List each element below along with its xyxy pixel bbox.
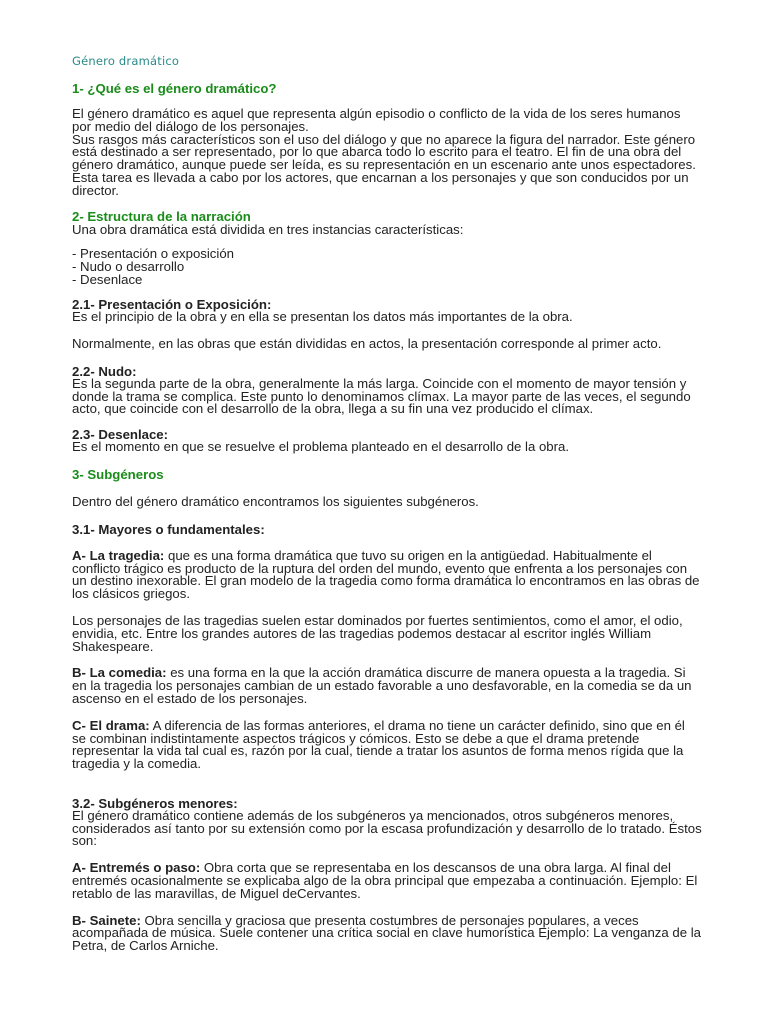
section-2-3-heading: 2.3- Desenlace: [72, 427, 169, 443]
entremes-text: Obra corta que se representaba en los descansos de una obra larga. Al final del entremés ocasionalmente se explicaba algo de la obra principal que empezaba a continuación. Ejemplo: El retablo de las maravillas, de Miguel deCervantes. [72, 860, 698, 901]
list-item: - Nudo o desarrollo [72, 258, 185, 274]
structure-list [72, 248, 702, 286]
list-item: - Presentación o exposición [72, 246, 235, 262]
document-title: Género dramático [72, 54, 180, 68]
sainete-text: Obra sencilla y graciosa que presenta costumbres de personajes populares, a veces acompañada de música. Suele contener una crítica social en clave humorística Ejemplo: La venganza de la Petra, de Carlos Arniche. [72, 912, 701, 954]
section-3-heading: 3- Subgéneros [72, 466, 164, 482]
tragedia-paragraph [72, 547, 702, 602]
section-2-1-heading: 2.1- Presentación o Exposición: [72, 297, 272, 313]
comedia-paragraph [72, 667, 702, 705]
entremes-label: A- Entremés o paso: [72, 860, 201, 876]
drama-text: A diferencia de las formas anteriores, el drama no tiene un carácter definido, sino que en él se combinan indistintamente aspectos trágicos y cómicos. Esto se debe a que el drama pretende representar la vida tal cual es, razón por la cual, tiende a tratar los asuntos de forma menos rígida que la tragedia y la comedia. [72, 717, 685, 772]
section-3-2-paragraph-1: El género dramático contiene además de los subgéneros ya mencionados, otros subgéneros menores, considerados así tanto por su extensión como por la escasa profundización y desarrollo de lo tratado. Éstos son: [72, 807, 702, 849]
tragedia-label: A- La tragedia: [72, 547, 165, 563]
section-1-paragraph-2: Sus rasgos más característicos son el uso del diálogo y que no aparece la figura del narrador. Este género está destinado a ser representado, por lo que abarca todo lo escrito para el teatro. El fin de una obra del género dramático, aunque puede ser leída, es su representación en un escenario ante unos espectadores. [72, 131, 696, 173]
section-1-paragraph-1: El género dramático es aquel que representa algún episodio o conflicto de la vida de los seres humanos por medio del diálogo de los personajes. [72, 106, 681, 134]
section-2-3-paragraph-1: Es el momento en que se resuelve el problema planteado en el desarrollo de la obra. [72, 439, 570, 455]
section-2-2-heading: 2.2- Nudo: [72, 363, 137, 379]
section-3-paragraph-1: Dentro del género dramático encontramos los siguientes subgéneros. [72, 493, 479, 509]
sainete-paragraph [72, 912, 702, 954]
comedia-text: es una forma en la que la acción dramática discurre de manera opuesta a la tragedia. Si en la tragedia los personajes cambian de un estado favorable a uno desfavorable, en la comedia se da un ascenso en el estado de los personajes. [72, 665, 692, 706]
section-3-2-heading: 3.2- Subgéneros menores: [72, 795, 238, 811]
section-2-2-paragraph-1: Es la segunda parte de la obra, generalmente la más larga. Coincide con el momento de mayor tensión y donde la trama se complica. Este punto lo denominamos clímax. La mayor parte de las veces, el segundo acto, que coincide con el desarrollo de la obra, llega a su fin una vez producido el clímax. [72, 375, 691, 417]
section-2-heading: 2- Estructura de la narración [72, 208, 251, 224]
drama-label: C- El drama: [72, 717, 150, 733]
drama-paragraph [72, 717, 702, 772]
section-3-1-heading: 3.1- Mayores o fundamentales: [72, 521, 265, 537]
section-2-1-paragraph-1: Es el principio de la obra y en ella se presentan los datos más importantes de la obra. [72, 309, 573, 325]
comedia-label: B- La comedia: [72, 665, 167, 681]
sainete-label: B- Sainete: [72, 912, 141, 928]
entremes-paragraph [72, 862, 702, 900]
section-1-paragraph-3: Esta tarea es llevada a cabo por los actores, que encarnan a los personajes y que son conducidos por un director. [72, 169, 689, 198]
section-2-paragraph-1: Una obra dramática está dividida en tres instancias características: [72, 221, 464, 237]
list-item: - Desenlace [72, 271, 143, 287]
document-body [72, 54, 702, 953]
section-2-1-paragraph-2: Normalmente, en las obras que están divididas en actos, la presentación corresponde al primer acto. [72, 335, 662, 351]
tragedia-paragraph-2: Los personajes de las tragedias suelen estar dominados por fuertes sentimientos, como el amor, el odio, envidia, etc. Entre los grandes autores de las tragedias podemos destacar al escritor inglés William Shakespeare. [72, 612, 683, 654]
tragedia-text: que es una forma dramática que tuvo su origen en la antigüedad. Habitualmente el conflicto trágico es producto de la ruptura del orden del mundo, evento que enfrenta a los personajes con un destino inexorable. El gran modelo de la tragedia como forma dramática lo encontramos en las obras de los clásicos griegos. [72, 547, 700, 602]
section-1-heading: 1- ¿Qué es el género dramático? [72, 81, 277, 96]
